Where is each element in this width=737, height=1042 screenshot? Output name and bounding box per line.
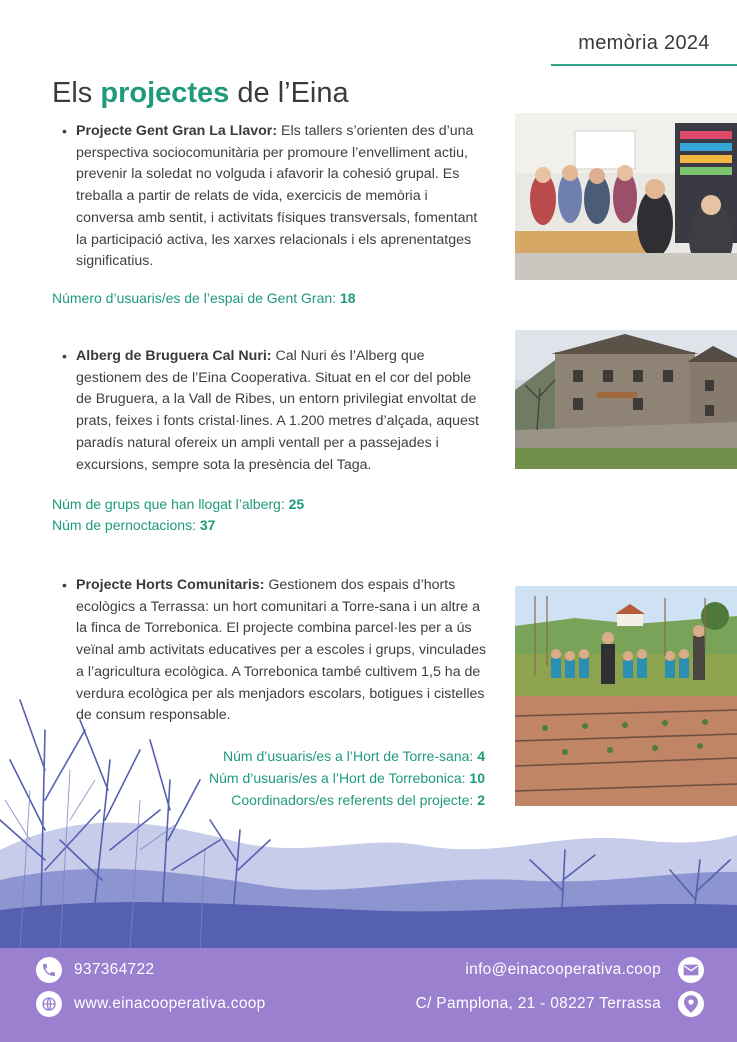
phone-number: 937364722 xyxy=(74,961,155,978)
photo-gent-gran-workshop xyxy=(515,113,737,280)
project-name: Projecte Horts Comunitaris: xyxy=(76,577,265,593)
stat-line: Núm d’usuaris/es a l’Hort de Torre-sana: 4 xyxy=(223,748,485,764)
footer-website[interactable] xyxy=(36,991,266,1017)
stat-line: Núm d’usuaris/es a l’Hort de Torrebonica: 10 xyxy=(209,770,485,786)
phone-icon xyxy=(36,957,62,983)
globe-icon xyxy=(36,991,62,1017)
stat-line: Núm de pernoctacions: 37 xyxy=(52,517,216,533)
bullet-icon: • xyxy=(62,123,67,139)
location-pin-icon xyxy=(678,991,704,1017)
project-description: Cal Nuri és l’Alberg que gestionem des de l’Eina Cooperativa. Situat en el cor del poble de Bruguera, a la Vall de Ribes, un entorn privilegiat envoltat de prats, feixes i fonts cristal·lines. A 1.200 metres d’alçada, aquest paradís natural ofereix un ampli ventall per a passejades i excursions, sempre sota la presència del Taga. xyxy=(76,348,479,473)
bullet-icon: • xyxy=(62,577,67,593)
bullet-icon: • xyxy=(62,348,67,364)
project-description: Els tallers s’orienten des d’una perspectiva sociocomunitària per promoure l’envelliment actiu, prevenir la soledat no volguda i afavorir la cohesió grupal. Es treballa a partir de relats de vida, exercicis de memòria i conversa amb sentit, i activitats físiques transversals, fomentant la participació activa, les xarxes relacionals i els aprenentatges significatius. xyxy=(76,123,478,270)
address-text: C/ Pamplona, 21 - 08227 Terrassa xyxy=(415,995,661,1012)
project-name: Projecte Gent Gran La Llavor: xyxy=(76,123,278,139)
stat-line: Coordinadors/es referents del projecte: 2 xyxy=(231,792,485,808)
project-horts xyxy=(62,575,488,727)
mail-icon xyxy=(678,957,704,983)
photo-horts-comunitaris xyxy=(515,586,737,806)
project-gent-gran xyxy=(62,121,488,273)
footer-address xyxy=(416,991,704,1017)
footer-email[interactable] xyxy=(465,957,704,983)
project-name: Alberg de Bruguera Cal Nuri: xyxy=(76,348,272,364)
project-description: Gestionem dos espais d’horts ecològics a Terrassa: un hort comunitari a Torre-sana i un altre a la finca de Torrebonica. El projecte combina parcel·les per a ús veïnal amb activitats educatives per a escoles i grups, vinculades a l’agricultura ecològica. A Torrebonica també cultivem 1,5 ha de verdura ecològica per als menjadors escolars, botigues i cistelles de consum responsable. xyxy=(76,577,487,724)
email-address: info@einacooperativa.coop xyxy=(465,961,661,978)
edition-underline xyxy=(551,64,737,66)
footer-phone[interactable] xyxy=(36,957,154,983)
project-alberg xyxy=(62,346,488,476)
page-title: Els projectes de l’Eina xyxy=(52,77,349,110)
photo-alberg-cal-nuri xyxy=(515,330,737,469)
stat-line: Número d’usuaris/es de l’espai de Gent Gran: 18 xyxy=(52,290,356,306)
edition-label: memòria 2024 xyxy=(578,32,710,54)
stat-line: Núm de grups que han llogat l’alberg: 25 xyxy=(52,496,305,512)
website-link: www.einacooperativa.coop xyxy=(74,995,266,1012)
